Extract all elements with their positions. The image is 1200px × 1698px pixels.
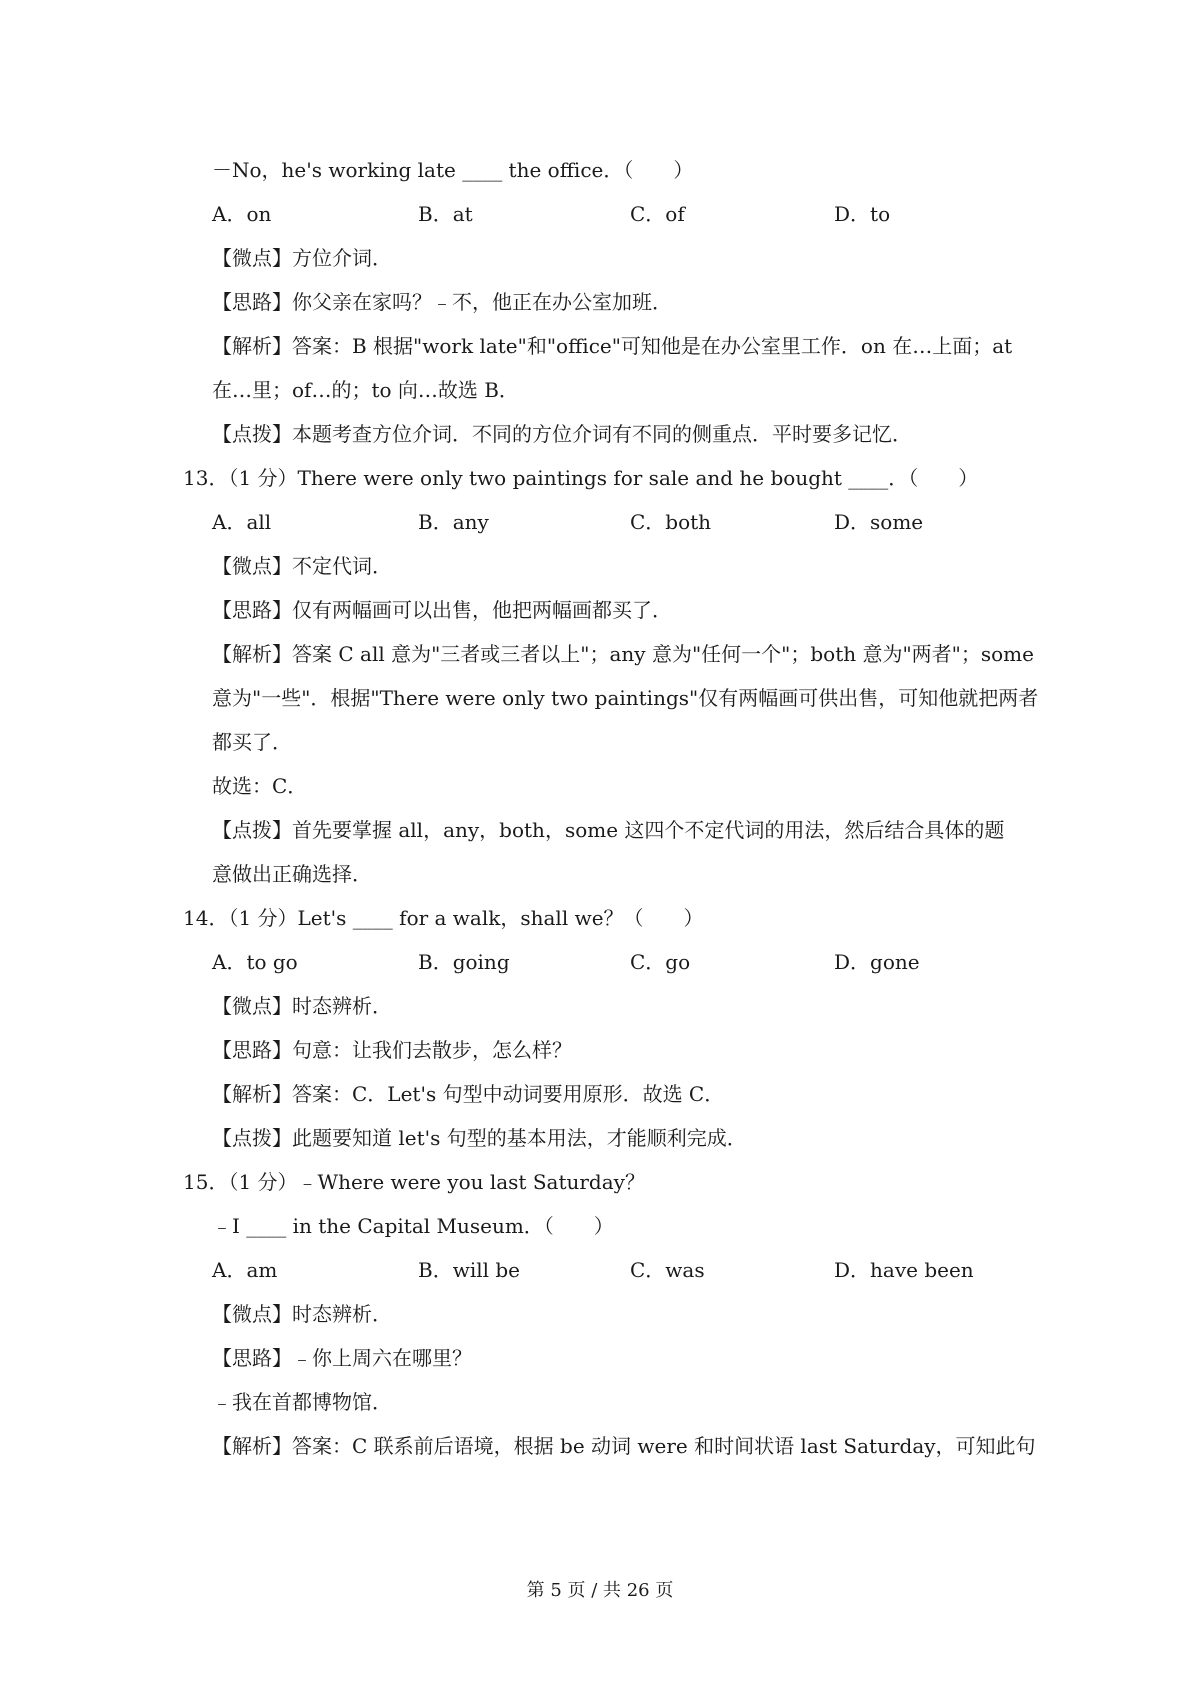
option-c: C．was <box>630 1258 705 1282</box>
q13-analysis-cont: 意为"一些"．根据"There were only two paintings"仅有两幅画可供出售，可知他就把两者 <box>212 686 1039 710</box>
q12-idea: 【思路】你父亲在家吗？﹣不，他正在办公室加班． <box>212 290 672 314</box>
q14-tip: 【点拨】此题要知道 let's 句型的基本用法，才能顺利完成． <box>212 1126 747 1150</box>
option-a: A．to go <box>212 950 298 974</box>
q15-idea-cont: ﹣我在首都博物馆． <box>212 1390 392 1414</box>
option-b: B．will be <box>418 1258 521 1282</box>
q12-tip: 【点拨】本题考查方位介词．不同的方位介词有不同的侧重点．平时要多记忆． <box>212 422 912 446</box>
q12-analysis: 【解析】答案：B 根据"work late"和"office"可知他是在办公室里工作．on 在…上面；at <box>212 334 1013 358</box>
question-15: 15．（1 分）﹣Where were you last Saturday？ <box>183 1170 645 1194</box>
option-b: B．any <box>418 510 489 534</box>
option-a: A．am <box>212 1258 278 1282</box>
option-c: C．go <box>630 950 691 974</box>
option-d: D．have been <box>834 1258 974 1282</box>
q14-analysis: 【解析】答案：C．Let's 句型中动词要用原形．故选 C． <box>212 1082 725 1106</box>
q13-analysis-cont2: 都买了． <box>212 730 292 754</box>
option-b: B．going <box>418 950 510 974</box>
question-12-reply: －No，he's working late ____ the office．（ ） <box>212 158 694 182</box>
page-footer: 第 5 页 / 共 26 页 <box>526 1580 674 1601</box>
option-a: A．on <box>212 202 272 226</box>
q13-tip: 【点拨】首先要掌握 all，any，both，some 这四个不定代词的用法，然后结合具体的题 <box>212 818 1005 842</box>
q12-point: 【微点】方位介词． <box>212 246 392 270</box>
q13-point: 【微点】不定代词． <box>212 554 392 578</box>
question-14: 14．（1 分）Let's ____ for a walk，shall we？（ ） <box>183 906 704 930</box>
q13-idea: 【思路】仅有两幅画可以出售，他把两幅画都买了． <box>212 598 672 622</box>
q13-answer: 故选：C． <box>212 774 308 798</box>
q12-analysis-cont: 在…里；of…的；to 向…故选 B． <box>212 378 519 402</box>
option-c: C．of <box>630 202 685 226</box>
option-d: D．gone <box>834 950 920 974</box>
q15-idea: 【思路】﹣你上周六在哪里？ <box>212 1346 472 1370</box>
option-a: A．all <box>212 510 272 534</box>
question-13: 13．（1 分）There were only two paintings for sale and he bought ____．（ ） <box>183 466 979 490</box>
question-15-reply: ﹣I ____ in the Capital Museum．（ ） <box>212 1214 614 1238</box>
q13-analysis: 【解析】答案 C all 意为"三者或三者以上"；any 意为"任何一个"；both 意为"两者"；some <box>212 642 1034 666</box>
option-d: D．some <box>834 510 924 534</box>
q13-tip-cont: 意做出正确选择． <box>212 862 372 886</box>
q14-point: 【微点】时态辨析． <box>212 994 392 1018</box>
option-d: D．to <box>834 202 891 226</box>
q14-idea: 【思路】句意：让我们去散步，怎么样？ <box>212 1038 572 1062</box>
option-b: B．at <box>418 202 473 226</box>
option-c: C．both <box>630 510 712 534</box>
q15-analysis: 【解析】答案：C 联系前后语境，根据 be 动词 were 和时间状语 last Saturday，可知此句 <box>212 1434 1036 1458</box>
q15-point: 【微点】时态辨析． <box>212 1302 392 1326</box>
